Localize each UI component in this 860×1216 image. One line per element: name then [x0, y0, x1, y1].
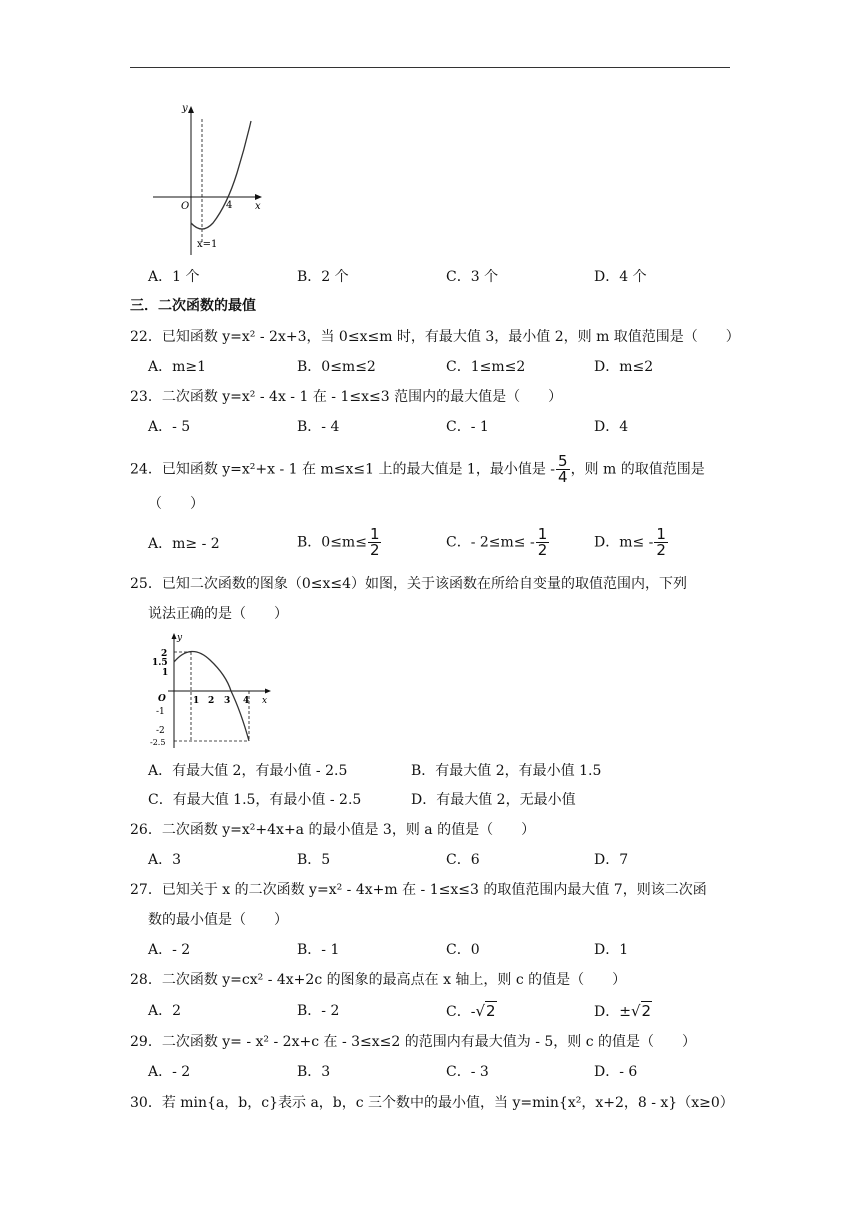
fraction-one-half: $\frac{1}{2}$ — [369, 525, 380, 559]
q29-stem: 29．二次函数 y= - x² - 2x+c 在 - 3≤x≤2 的范围内有最大值为 - 5，则 c 的值是（ ） — [130, 1034, 697, 1050]
q23-option-b[interactable]: B．- 4 — [297, 419, 340, 435]
q24-option-b[interactable]: B．0≤m≤ $\frac{1}{2}$ — [297, 525, 380, 559]
q30-stem: 30．若 min{a，b，c}表示 a，b，c 三个数中的最小值，当 y=min{x²，x+2，8 - x}（x≥0） — [130, 1095, 734, 1111]
y-tick-neg-2-5: -2.5 — [150, 738, 166, 747]
q22-option-b[interactable]: B．0≤m≤2 — [297, 359, 376, 375]
q27-option-d[interactable]: D．1 — [594, 942, 629, 958]
y-tick-neg-1: -1 — [156, 707, 165, 717]
q27-stem-line-2: 数的最小值是（ ） — [148, 912, 288, 928]
q24-stem-part-b: ，则 m 的取值范围是 — [570, 461, 705, 478]
y-tick-2: 2 — [161, 649, 168, 659]
origin-label: O — [181, 201, 190, 212]
q23-option-d[interactable]: D．4 — [594, 419, 629, 435]
x-tick-1: 1 — [193, 696, 200, 706]
q24-stem-part-a: 24．已知函数 y=x²+x - 1 在 m≤x≤1 上的最大值是 1，最小值是 - — [130, 461, 556, 478]
header-rule — [130, 67, 730, 68]
q24-option-c[interactable]: C．- 2≤m≤ - $\frac{1}{2}$ — [446, 525, 548, 559]
fraction-one-half: $\frac{1}{2}$ — [656, 525, 666, 559]
y-tick-1-5: 1.5 — [152, 658, 168, 668]
parabola-graph-1 — [145, 95, 275, 260]
q26-stem: 26．二次函数 y=x²+4x+a 的最小值是 3，则 a 的值是（ ） — [130, 822, 536, 838]
q25-option-c[interactable]: C．有最大值 1.5，有最小值 - 2.5 — [148, 792, 362, 808]
q25-option-a[interactable]: A．有最大值 2，有最小值 - 2.5 — [148, 763, 348, 779]
x-label: x — [262, 696, 268, 706]
y-label: y — [182, 103, 188, 114]
sqrt-two: √2 — [630, 1002, 652, 1020]
q23-option-c[interactable]: C．- 1 — [446, 419, 489, 435]
q27-option-c[interactable]: C．0 — [446, 942, 480, 958]
x-label: x — [255, 201, 261, 212]
q29-option-d[interactable]: D．- 6 — [594, 1064, 638, 1080]
q28-stem: 28．二次函数 y=cx² - 4x+2c 的图象的最高点在 x 轴上，则 c 的值是（ ） — [130, 972, 627, 988]
q29-option-b[interactable]: B．3 — [297, 1064, 331, 1080]
q22-option-d[interactable]: D．m≤2 — [594, 359, 654, 375]
q21-option-b[interactable]: B．2 个 — [297, 269, 349, 285]
q24-option-a[interactable]: A．m≥ - 2 — [148, 536, 220, 552]
parabola-curve — [191, 121, 251, 229]
parabola-graph-2 — [148, 630, 280, 752]
q29-option-c[interactable]: C．- 3 — [446, 1064, 489, 1080]
q23-option-a[interactable]: A．- 5 — [148, 419, 191, 435]
q24-option-d[interactable]: D．m≤ - $\frac{1}{2}$ — [594, 525, 666, 559]
x-tick-2: 2 — [208, 696, 215, 706]
tick-4: 4 — [226, 200, 233, 211]
q27-stem-line-1: 27．已知关于 x 的二次函数 y=x² - 4x+m 在 - 1≤x≤3 的取值范围内最大值 7，则该二次函 — [130, 882, 707, 898]
q21-option-a[interactable]: A．1 个 — [148, 269, 200, 285]
q26-option-b[interactable]: B．5 — [297, 852, 331, 868]
q26-option-c[interactable]: C．6 — [446, 852, 480, 868]
x-tick-4: 4 — [243, 696, 250, 706]
q28-option-d[interactable]: D．±√2 — [594, 1002, 652, 1020]
fraction-one-half: $\frac{1}{2}$ — [537, 525, 548, 559]
q22-option-a[interactable]: A．m≥1 — [148, 359, 207, 375]
q25-stem-line-2: 说法正确的是（ ） — [148, 606, 288, 622]
q22-option-c[interactable]: C．1≤m≤2 — [446, 359, 526, 375]
q27-option-a[interactable]: A．- 2 — [148, 942, 191, 958]
q25-stem-line-1: 25．已知二次函数的图象（0≤x≤4）如图，关于该函数在所给自变量的取值范围内，下列 — [130, 576, 687, 592]
q28-option-a[interactable]: A．2 — [148, 1003, 182, 1019]
q21-option-d[interactable]: D．4 个 — [594, 269, 647, 285]
q24-stem-brackets: （ ） — [148, 496, 204, 512]
q26-option-a[interactable]: A．3 — [148, 852, 182, 868]
sqrt-two: √2 — [475, 1002, 496, 1020]
x-tick-3: 3 — [224, 696, 231, 706]
y-tick-1: 1 — [162, 668, 169, 678]
fraction-five-quarters: $\frac{5}{4}$ — [558, 452, 568, 486]
q28-option-b[interactable]: B．- 2 — [297, 1003, 340, 1019]
q25-option-d[interactable]: D．有最大值 2，无最小值 — [411, 792, 576, 808]
y-label: y — [177, 633, 183, 643]
section-title: 三．二次函数的最值 — [130, 298, 256, 314]
q29-option-a[interactable]: A．- 2 — [148, 1064, 191, 1080]
q24-stem — [130, 454, 705, 485]
y-tick-neg-2: -2 — [156, 726, 165, 736]
q22-stem: 22．已知函数 y=x² - 2x+3，当 0≤x≤m 时，有最大值 3，最小值 2，则 m 取值范围是（ ） — [130, 329, 740, 345]
q23-stem: 23．二次函数 y=x² - 4x - 1 在 - 1≤x≤3 范围内的最大值是（ ） — [130, 389, 563, 405]
q26-option-d[interactable]: D．7 — [594, 852, 629, 868]
q25-option-b[interactable]: B．有最大值 2，有最小值 1.5 — [411, 763, 602, 779]
q28-option-c[interactable]: C．-√2 — [446, 1002, 496, 1020]
q21-option-c[interactable]: C．3 个 — [446, 269, 499, 285]
origin-label: O — [158, 694, 166, 704]
axis-line-label: x=1 — [197, 239, 218, 250]
q27-option-b[interactable]: B．- 1 — [297, 942, 340, 958]
